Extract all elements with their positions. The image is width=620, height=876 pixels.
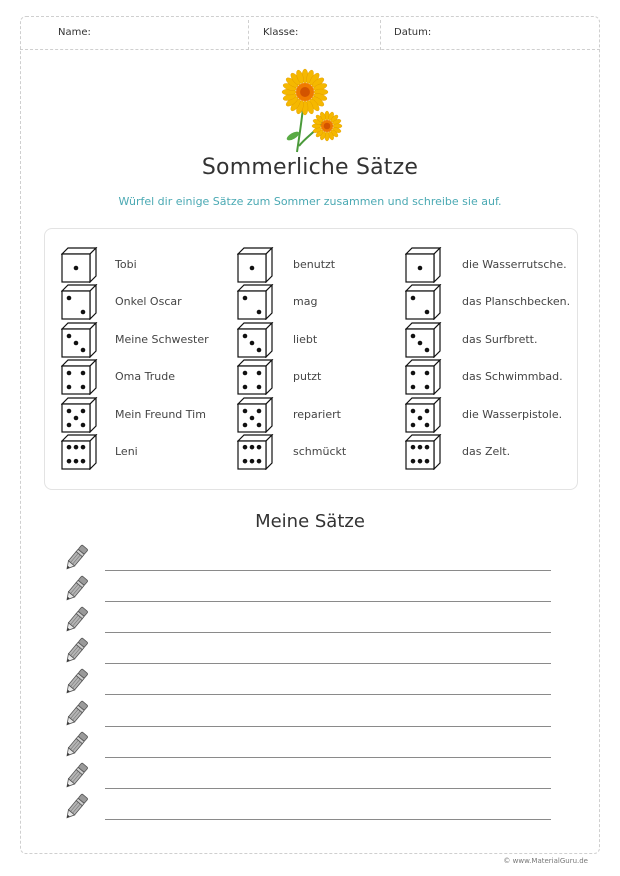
header-row	[20, 16, 600, 50]
objects-word: das Planschbecken.	[462, 295, 571, 309]
subjects-word: Oma Trude	[115, 370, 175, 384]
die-icon	[61, 322, 99, 358]
writing-line	[105, 663, 551, 664]
verbs-word: schmückt	[293, 445, 347, 458]
verbs-word: repariert	[293, 407, 341, 421]
writing-line	[105, 694, 551, 695]
die-icon	[405, 247, 443, 283]
writing-line	[105, 819, 551, 820]
verbs-word: liebt	[293, 332, 318, 346]
writing-line	[105, 788, 551, 789]
objects-word: das Schwimmbad.	[462, 370, 563, 384]
section-title: Meine Sätze	[255, 511, 365, 532]
pencil-icon	[60, 542, 92, 574]
die-icon	[405, 359, 443, 395]
date-label: Datum:	[394, 27, 432, 38]
pencil-icon	[60, 604, 92, 636]
die-icon	[405, 397, 443, 433]
copyright-footer: © www.MaterialGuru.de	[503, 857, 588, 865]
pencil-icon	[60, 573, 92, 605]
die-icon	[61, 247, 99, 283]
die-icon	[237, 247, 275, 283]
die-icon	[405, 434, 443, 470]
verbs-word: benutzt	[293, 258, 336, 271]
pencil-icon	[60, 666, 92, 698]
pencil-icon	[60, 729, 92, 761]
pencil-icon	[60, 760, 92, 792]
writing-line	[105, 757, 551, 758]
subjects-word: Meine Schwester	[115, 332, 209, 346]
objects-word: die Wasserpistole.	[462, 407, 563, 421]
die-icon	[237, 397, 275, 433]
subjects-word: Tobi	[115, 258, 137, 271]
pencil-icon	[60, 635, 92, 667]
die-icon	[61, 397, 99, 433]
die-icon	[237, 284, 275, 320]
pencil-icon	[60, 791, 92, 823]
header-divider	[248, 20, 249, 50]
die-icon	[61, 359, 99, 395]
pencil-icon	[60, 698, 92, 730]
writing-line	[105, 726, 551, 727]
subjects-word: Onkel Oscar	[115, 295, 182, 309]
verbs-word: mag	[293, 295, 318, 309]
die-icon	[237, 322, 275, 358]
die-icon	[237, 434, 275, 470]
die-icon	[61, 434, 99, 470]
header-divider	[380, 20, 381, 50]
writing-line	[105, 601, 551, 602]
die-icon	[61, 284, 99, 320]
worksheet-instruction: Würfel dir einige Sätze zum Sommer zusammen und schreibe sie auf.	[118, 195, 502, 208]
subjects-word: Leni	[115, 445, 138, 458]
die-icon	[405, 322, 443, 358]
name-label: Name:	[58, 27, 91, 38]
writing-line	[105, 570, 551, 571]
worksheet-title: Sommerliche Sätze	[201, 155, 419, 180]
class-label: Klasse:	[263, 27, 299, 38]
objects-word: die Wasserrutsche.	[462, 258, 567, 271]
objects-word: das Surfbrett.	[462, 332, 538, 346]
sunflower-illustration	[275, 66, 355, 154]
writing-line	[105, 632, 551, 633]
objects-word: das Zelt.	[462, 445, 511, 458]
subjects-word: Mein Freund Tim	[115, 407, 206, 421]
die-icon	[237, 359, 275, 395]
die-icon	[405, 284, 443, 320]
verbs-word: putzt	[293, 370, 322, 384]
